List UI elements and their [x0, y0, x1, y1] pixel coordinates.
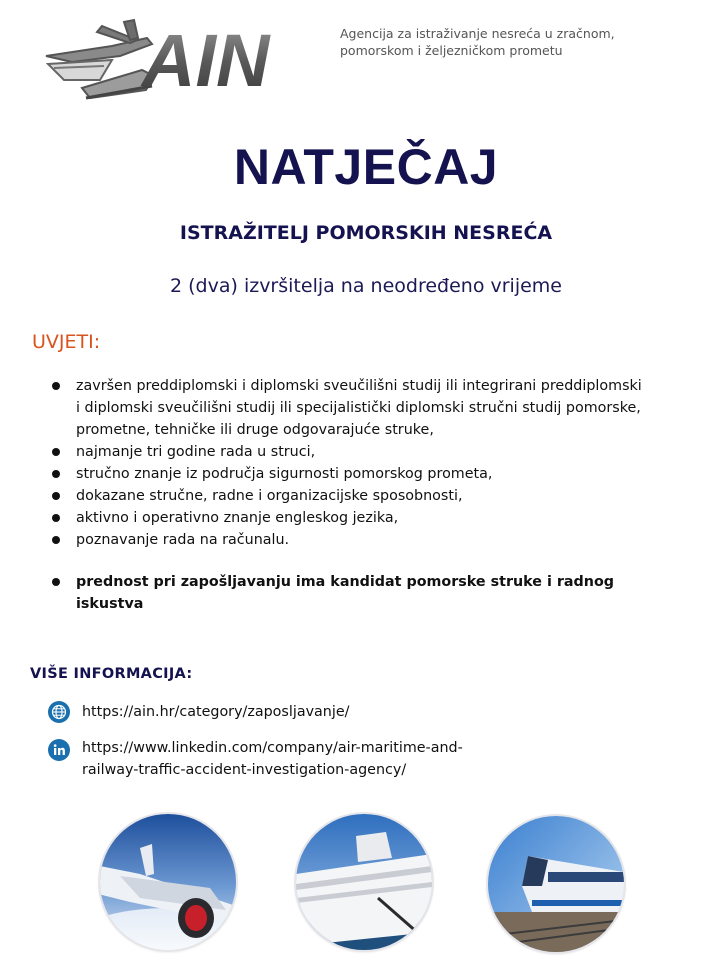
website-link[interactable]: https://ain.hr/category/zaposljavanje/: [82, 704, 350, 720]
linkedin-link-line-1[interactable]: https://www.linkedin.com/company/air-maritime-and-: [82, 740, 463, 756]
bullet-icon: [52, 536, 60, 544]
list-item: [50, 529, 650, 551]
page-title: NATJEČAJ: [233, 139, 499, 195]
agency-line-2: pomorskom i željezničkom prometu: [340, 43, 563, 58]
bullet-icon: [52, 382, 60, 390]
bullet-icon: [52, 492, 60, 500]
advantage-text: prednost pri zapošljavanju ima kandidat pomorske struke i radnog iskustva: [76, 574, 615, 612]
advantage-item: [50, 571, 650, 615]
job-title: ISTRAŽITELJ POMORSKIH NESREĆA: [179, 222, 553, 244]
agency-name: [340, 25, 670, 59]
condition-text: aktivno i operativno znanje engleskog jezika,: [76, 510, 399, 526]
condition-text: dokazane stručne, radne i organizacijske sposobnosti,: [76, 488, 463, 504]
list-item: [50, 485, 650, 507]
transport-emblem-icon: [46, 20, 154, 98]
linkedin-link[interactable]: [82, 737, 463, 781]
more-info-heading: VIŠE INFORMACIJA:: [30, 666, 193, 682]
ship-photo: [296, 814, 432, 950]
condition-text: poznavanje rada na računalu.: [76, 532, 290, 548]
condition-text: završen preddiplomski i diplomski sveučilišni studij ili integrirani preddiplomski i diplomski sveučilišni studij ili specijalistički diplomski stručni studij pomorske, prometne, tehničke ili druge odgovarajuće struke,: [76, 378, 642, 438]
bullet-icon: [52, 448, 60, 456]
train-photo: [488, 816, 624, 952]
logo-wordmark: AIN: [142, 19, 270, 102]
bullet-icon: [52, 514, 60, 522]
list-item: [50, 375, 650, 441]
bullet-icon: [52, 470, 60, 478]
ain-logo: [42, 16, 332, 102]
list-item: [50, 463, 650, 485]
linkedin-icon: [48, 739, 70, 761]
positions-count: 2 (dva) izvršitelja na neodređeno vrijeme: [170, 275, 562, 297]
globe-icon: [48, 701, 70, 723]
agency-line-1: Agencija za istraživanje nesreća u zračnom,: [340, 26, 615, 41]
conditions-list: [50, 375, 650, 615]
bullet-icon: [52, 578, 60, 586]
conditions-heading: UVJETI:: [32, 331, 101, 353]
linkedin-link-line-2[interactable]: railway-traffic-accident-investigation-agency/: [82, 762, 407, 778]
list-item: [50, 507, 650, 529]
condition-text: stručno znanje iz područja sigurnosti pomorskog prometa,: [76, 466, 493, 482]
list-item: [50, 441, 650, 463]
airplane-photo: [100, 814, 236, 950]
condition-text: najmanje tri godine rada u struci,: [76, 444, 316, 460]
